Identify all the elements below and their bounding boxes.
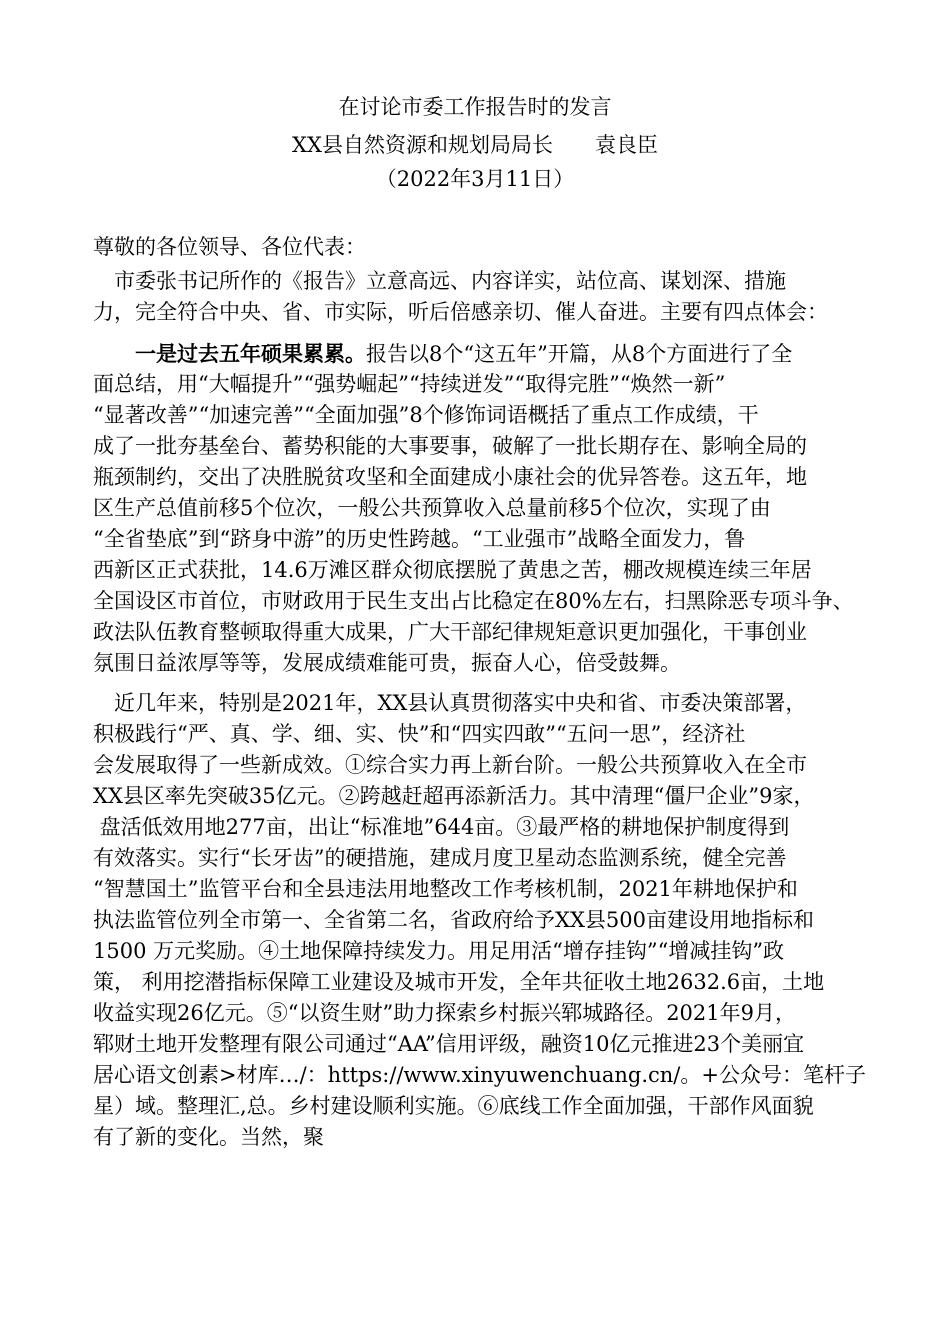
paragraph-line: 全国设区市首位，市财政用于民生支出占比稳定在80%左右，扫黑除恶专项斗争、 <box>93 589 854 613</box>
paragraph-line: 力，完全符合中央、省、市实际，听后倍感亲切、催人奋进。主要有四点体会： <box>93 300 828 324</box>
paragraph-line: 收益实现26亿元。⑤“以资生财”助力探索乡村振兴郓城路径。2021年9月， <box>93 1001 796 1025</box>
author-line: XX县自然资源和规划局局长 袁良臣 <box>292 133 658 157</box>
paragraph-line: 策， 利用挖潜指标保障工业建设及城市开发，全年共征收土地2632.6亩，土地 <box>93 970 825 994</box>
paragraph-line: 郓财土地开发整理有限公司通过“AA”信用评级，融资10亿元推进23个美丽宜 <box>93 1032 805 1056</box>
point1-line <box>135 339 792 369</box>
paragraph-line: 瓶颈制约，交出了决胜脱贫攻坚和全面建成小康社会的优异答卷。这五年，地 <box>93 465 807 489</box>
paragraph-line: “全省垫底”到“跻身中游”的历史性跨越。“工业强市”战略全面发力，鲁 <box>93 527 746 551</box>
paragraph-line: 市委张书记所作的《报告》立意高远、内容详实，站位高、谋划深、措施 <box>93 269 786 293</box>
paragraph-line: 1500 万元奖励。④土地保障持续发力。用足用活“增存挂钩”“增减挂钩”政 <box>93 939 785 963</box>
paragraph-line: 区生产总值前移5个位次，一般公共预算收入总量前移5个位次，实现了由 <box>93 496 771 520</box>
paragraph-line: 近几年来，特别是2021年，XX县认真贯彻落实中央和省、市委决策部署， <box>93 691 807 715</box>
paragraph-line: “智慧国土”监管平台和全县违法用地整改工作考核机制，2021年耕地保护和 <box>93 877 798 901</box>
paragraph-line: 积极践行“严、真、学、细、实、快”和“四实四敢”“五问一思”，经济社 <box>93 722 746 746</box>
paragraph-line: “显著改善”“加速完善”“全面加强”8个修饰词语概括了重点工作成绩，干 <box>93 403 759 427</box>
paragraph-line: 盘活低效用地277亩，出让“标准地”644亩。③最严格的耕地保护制度得到 <box>93 815 790 839</box>
paragraph-line: 有了新的变化。当然，聚 <box>93 1125 324 1149</box>
paragraph-line: 西新区正式获批，14.6万滩区群众彻底摆脱了黄患之苦，棚改规模连续三年居 <box>93 558 812 582</box>
paragraph-line: 会发展取得了一些新成效。①综合实力再上新台阶。一般公共预算收入在全市 <box>93 753 807 777</box>
paragraph-line: XX县区率先突破35亿元。②跨越赶超再添新活力。其中清理“僵尸企业”9家， <box>93 784 815 808</box>
paragraph-line: 居心语文创素>材库…/：https://www.xinyuwenchuang.cn/。+公众号：笔杆子 <box>93 1063 866 1087</box>
date-line: （2022年3月11日） <box>375 167 575 191</box>
paragraph-line: 政法队伍教育整顿取得重大成果，广大干部纪律规矩意识更加强化，干事创业 <box>93 620 807 644</box>
paragraph-line: 有效落实。实行“长牙齿”的硬措施，建成月度卫星动态监测系统，健全完善 <box>93 846 787 870</box>
paragraph-line: 面总结，用“大幅提升”“强势崛起”“持续迸发”“取得完胜”“焕然一新” <box>93 372 726 396</box>
paragraph-line: 成了一批夯基垒台、蓄势积能的大事要事，破解了一批长期存在、影响全局的 <box>93 434 807 458</box>
point1-heading: 一是过去五年硕果累累。 <box>135 341 366 366</box>
paragraph-line: 星）域。整理汇,总。乡村建设顺利实施。⑥底线工作全面加强，干部作风面貌 <box>93 1094 814 1118</box>
document-title: 在讨论市委工作报告时的发言 <box>338 95 612 119</box>
paragraph-line: 执法监管位列全市第一、全省第二名，省政府给予XX县500亩建设用地指标和 <box>93 908 814 932</box>
point1-text: 报告以8个“这五年”开篇，从8个方面进行了全 <box>366 342 793 366</box>
salutation: 尊敬的各位领导、各位代表： <box>93 235 366 259</box>
paragraph-line: 氛围日益浓厚等等，发展成绩难能可贵，振奋人心，倍受鼓舞。 <box>93 651 681 675</box>
